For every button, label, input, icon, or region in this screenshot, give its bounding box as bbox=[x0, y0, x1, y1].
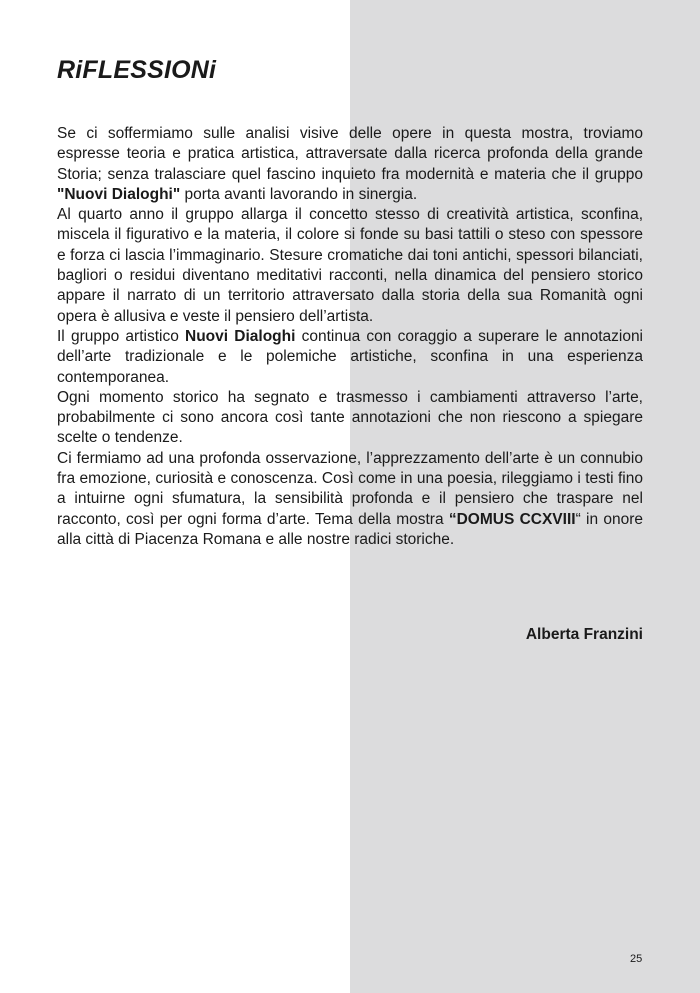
exhibition-title: “DOMUS CCXVIII bbox=[448, 510, 576, 528]
group-name: Nuovi Dialoghi bbox=[185, 327, 296, 345]
page-title: RiFLESSIONi bbox=[57, 56, 217, 84]
paragraph-4: Ogni momento storico ha segnato e trasmesso i cambiamenti attraverso l’arte, probabilmente ci sono ancora così tante annotazioni che non riescono a spiegare scelte o tendenze. bbox=[57, 388, 643, 447]
paragraph-1: Se ci soffermiamo sulle analisi visive delle opere in questa mostra, troviamo espresse teoria e pratica artistica, attraversate dalla ricerca profonda della grande Storia; senza tralasciare quel fascino inquieto fra modernità e materia che il gruppo "Nuovi Dialoghi" porta avanti lavorando in sinergia. bbox=[57, 125, 643, 203]
paragraph-5: Ci fermiamo ad una profonda osservazione, l’apprezzamento dell’arte è un connubio fra emozione, curiosità e conoscenza. Così come in una poesia, rileggiamo i testi fino a intuirne ogni sfumatura, la sensibilità profonda e il pensiero che traspare nel racconto, così per ogni forma d’arte. Tema della mostra “DOMUS CCXVIII“ in onore alla città di Piacenza Romana e alle nostre radici storiche. bbox=[57, 449, 644, 548]
paragraph-2: Al quarto anno il gruppo allarga il concetto stesso di creatività artistica, sconfina, miscela il figurativo e la materia, il colore si fonde su basi tattili o steso con spessore e forza ci lascia l’immaginario. Stesure cromatiche dai toni antichi, spessori bilanciati, bagliori o residui diventano meditativi racconti, nella dinamica del pensiero storico appare il narrato di un territorio attraversato dalla storia della sua Romanità ogni opera è allusiva e veste il pensiero dell’artista. bbox=[57, 206, 643, 325]
paragraph-3: Il gruppo artistico Nuovi Dialoghi continua con coraggio a superare le annotazioni dell’arte tradizionale e le polemiche artistiche, sconfina in una esperienza contemporanea. bbox=[57, 327, 644, 386]
author-signature: Alberta Franzini bbox=[525, 626, 643, 643]
page-number: 25 bbox=[630, 953, 643, 965]
article-body bbox=[57, 124, 643, 550]
group-name-quoted: "Nuovi Dialoghi" bbox=[57, 185, 181, 203]
